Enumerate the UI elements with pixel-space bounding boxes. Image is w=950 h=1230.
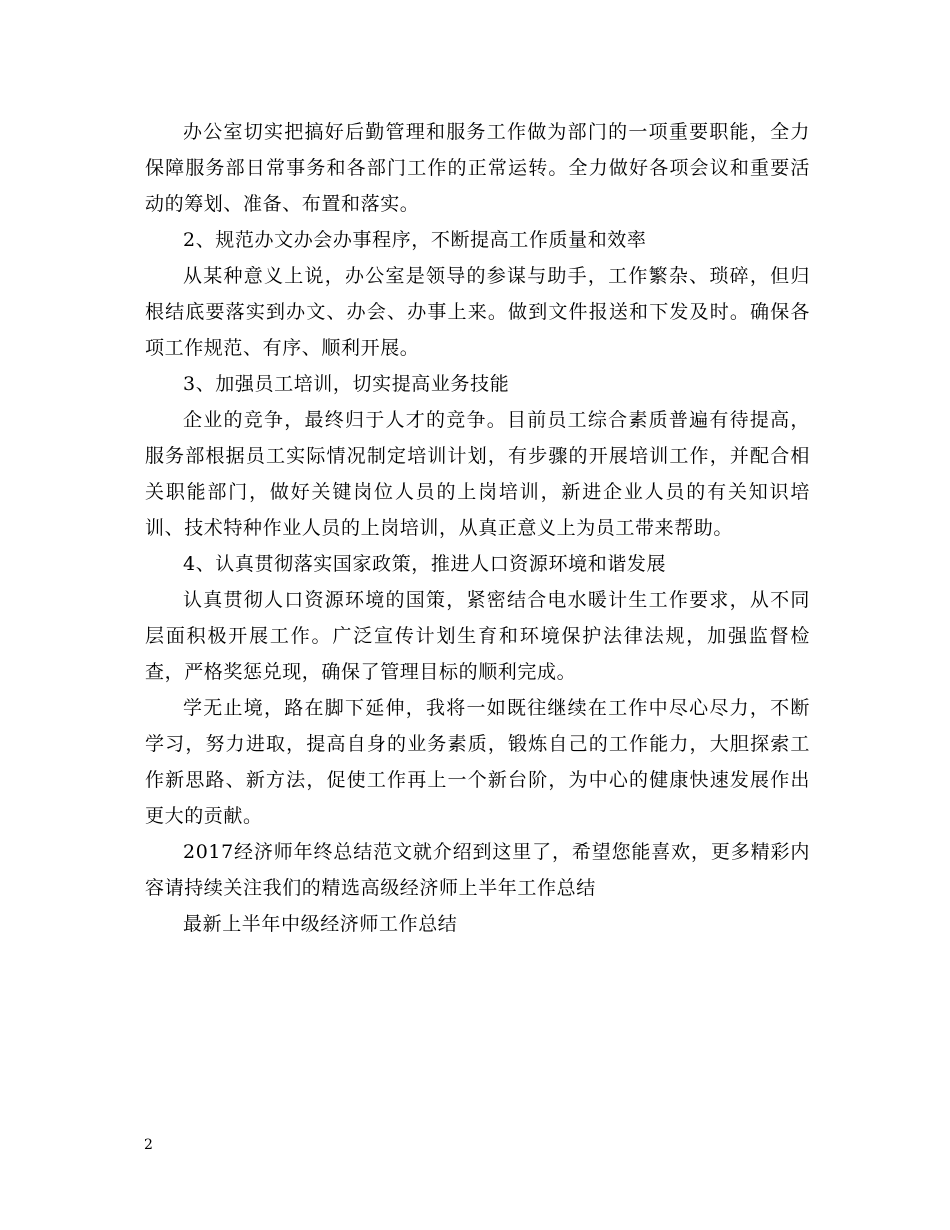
page-number: 2 <box>144 1137 153 1153</box>
paragraph-related-article: 最新上半年中级经济师工作总结 <box>183 913 458 935</box>
heading-standardize-procedures: 2、规范办文办会办事程序，不断提高工作质量和效率 <box>183 229 647 251</box>
heading-staff-training: 3、加强员工培训，切实提高业务技能 <box>183 373 510 395</box>
paragraph-population-policy: 认真贯彻人口资源环境的国策，紧密结合电水暖计生工作要求，从不同层面积极开展工作。广泛宣传计划生育和环境保护法律法规，加强监督检查，严格奖惩兑现，确保了管理目标的顺利完成。 <box>145 589 810 683</box>
document-body <box>145 114 810 942</box>
paragraph-logistics-management: 办公室切实把搞好后勤管理和服务工作做为部门的一项重要职能，全力保障服务部日常事务和各部门工作的正常运转。全力做好各项会议和重要活动的筹划、准备、布置和落实。 <box>145 121 810 215</box>
paragraph-talent-competition: 企业的竞争，最终归于人才的竞争。目前员工综合素质普遍有待提高，服务部根据员工实际情况制定培训计划，有步骤的开展培训工作，并配合相关职能部门，做好关键岗位人员的上岗培训，新进企业人员的有关知识培训、技术特种作业人员的上岗培训，从真正意义上为员工带来帮助。 <box>145 409 810 539</box>
paragraph-continuous-learning: 学无止境，路在脚下延伸，我将一如既往继续在工作中尽心尽力，不断学习，努力进取，提高自身的业务素质，锻炼自己的工作能力，大胆探索工作新思路、新方法，促使工作再上一个新台阶，为中心的健康快速发展作出更大的贡献。 <box>145 697 810 827</box>
heading-national-policy: 4、认真贯彻落实国家政策，推进人口资源环境和谐发展 <box>183 553 667 575</box>
paragraph-closing-note: 2017经济师年终总结范文就介绍到这里了，希望您能喜欢，更多精彩内容请持续关注我们的精选高级经济师上半年工作总结 <box>145 841 810 899</box>
paragraph-office-role: 从某种意义上说，办公室是领导的参谋与助手，工作繁杂、琐碎，但归根结底要落实到办文、办会、办事上来。做到文件报送和下发及时。确保各项工作规范、有序、顺利开展。 <box>145 265 810 359</box>
